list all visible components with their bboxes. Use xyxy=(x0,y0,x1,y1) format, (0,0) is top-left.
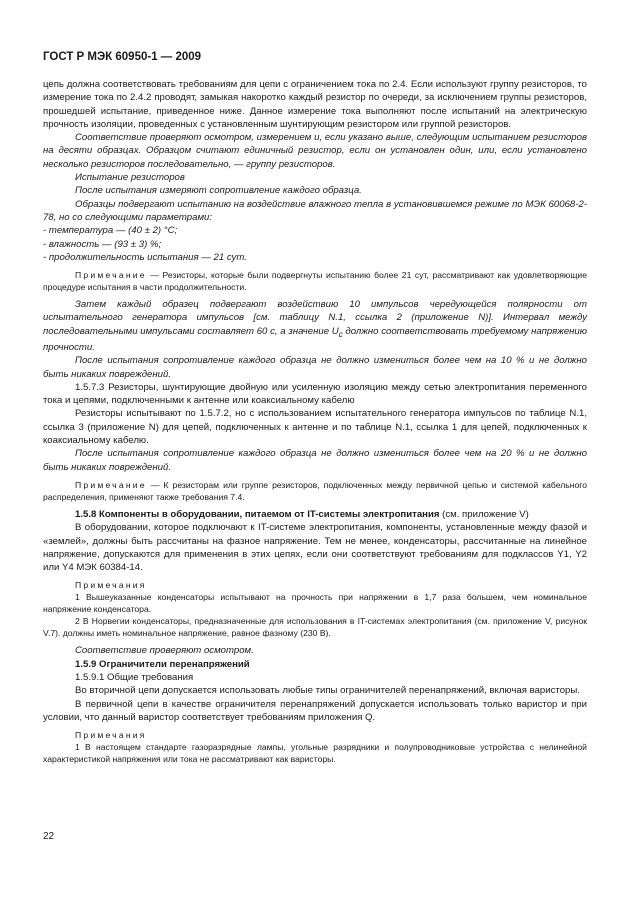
list-item: - продолжительность испытания — 21 сут. xyxy=(43,251,247,263)
section-heading xyxy=(43,508,587,521)
subsection-heading: 1.5.9.1 Общие требования xyxy=(75,672,194,683)
note-label: Примечание xyxy=(75,270,147,281)
note xyxy=(43,479,587,503)
paragraph: Во вторичной цепи допускается использовать любые типы ограничителей перенапряжений, включая варисторы. xyxy=(75,685,580,697)
note-item: 1 В настоящем стандарте газоразрядные лампы, угольные разрядники и полупроводниковые устройства с нелинейной характеристикой напряжения или тока не рассматривают как варисторы. xyxy=(43,742,587,765)
paragraph: 1.5.7.3 Резисторы, шунтирующие двойную или усиленную изоляцию между сетью электропитания переменного тока и цепями, подключенными к антенне или коаксиальному кабелю xyxy=(43,381,587,407)
paragraph-text: Затем каждый образец подвергают воздействию 10 импульсов чередующейся полярности от испытательного генератора импульсов [см. таблицу N.1, ссылка 2 (приложение N)]. Интервал между последовательными импульсами составляет 60 с, а значение U xyxy=(43,299,587,337)
note-text: — Резисторы, которые были подвергнуты испытанию более 21 сут, рассматривают как удовлетворяющие процедуре испытания в части продолжительности. xyxy=(43,270,587,293)
paragraph: Образцы подвергают испытанию на воздействие влажного тепла в установившемся режиме по МЭК 60068-2-78, но со следующими параметрами: xyxy=(43,198,587,223)
list-item: - температура — (40 ± 2) °С; xyxy=(43,225,178,237)
section-heading: 1.5.9 Ограничители перенапряжений xyxy=(75,658,250,670)
paragraph: После испытания сопротивление каждого образца не должно измениться более чем на 20 % и не должно быть никаких повреждений. xyxy=(43,448,587,473)
paragraph: После испытания измеряют сопротивление каждого образца. xyxy=(75,185,362,197)
list-item: - влажность — (93 ± 3) %; xyxy=(43,238,162,250)
note-item: 2 В Норвегии конденсаторы, предназначенные для использования в IT-системах электропитания (см. приложение V, рисунок V.7). должны иметь номинальное напряжение, равное фазному (230 В). xyxy=(43,616,587,639)
section-title: 1.5.8 Компоненты в оборудовании, питаемом от IT-системы электропитания xyxy=(75,508,440,520)
document-body xyxy=(43,78,587,765)
paragraph: В первичной цепи в качестве ограничителя перенапряжений допускается использовать только варистор и при условии, что данный варистор соответствует требованиям приложения Q. xyxy=(43,698,587,723)
paragraph-text: должно соответствовать требуемому напряжению прочности. xyxy=(43,325,587,353)
notes-label: Примечания xyxy=(75,580,147,591)
subscript: c xyxy=(338,329,343,339)
paragraph: В оборудовании, которое подключают к IT-системе электропитания, компоненты, установленные между фазой и «землей», должны быть рассчитаны на фазное напряжение. Тем не менее, конденсаторы, рассчитанные на линейное напряжение, допускаются для применения в этих цепях, если они соответствуют требованиям для подклассов Y1, Y2 или Y4 МЭК 60384-14. xyxy=(43,522,587,574)
note xyxy=(43,269,587,293)
note-label: Примечание xyxy=(75,479,147,490)
note-text: — К резисторам или группе резисторов, подключенных между первичной цепью и системой кабельного распределения, применяют также требования 7.4. xyxy=(43,479,587,502)
section-tail: (см. приложение V) xyxy=(439,508,529,520)
page-number: 22 xyxy=(43,831,55,842)
paragraph: Соответствие проверяют осмотром, измерением и, если указано выше, следующим испытанием резисторов на десяти образцах. Образцом считают единичный резистор, если он установлен один, или, если установлено несколько резисторов последовательно, — группу резисторов. xyxy=(43,132,587,170)
page-header: ГОСТ Р МЭК 60950-1 — 2009 xyxy=(43,51,202,63)
paragraph: цепь должна соответствовать требованиям для цепи с ограничением тока по 2.4. Если используют группу резисторов, то измерение тока по 2.4.2 проводят, замыкая накоротко каждый резистор по очереди, за исключением группы резисторов, прошедшей испытание, приведенное ниже. Данное измерение тока выполняют после испытаний на электрическую прочность изоляции, проведенных с установленным шунтирующим резистором или группой резисторов. xyxy=(43,79,587,130)
paragraph xyxy=(43,298,587,354)
note-item: 1 Вышеуказанные конденсаторы испытывают на прочность при напряжении в 1,7 раза большем, чем номинальное напряжение конденсатора. xyxy=(43,592,587,615)
paragraph: После испытания сопротивление каждого образца не должно измениться более чем на 10 % и не должно быть никаких повреждений. xyxy=(43,355,587,380)
notes-label: Примечания xyxy=(75,730,147,741)
paragraph: Резисторы испытывают по 1.5.7.2, но с использованием испытательного генератора импульсов по таблице N.1, ссылка 3 (приложение N) для цепей, подключенных к антенне и по таблице N.1, ссылка 1 для цепей, подключенных к коаксиальному кабелю. xyxy=(43,408,587,447)
paragraph: Испытание резисторов xyxy=(75,172,185,184)
paragraph: Соответствие проверяют осмотром. xyxy=(75,645,254,657)
